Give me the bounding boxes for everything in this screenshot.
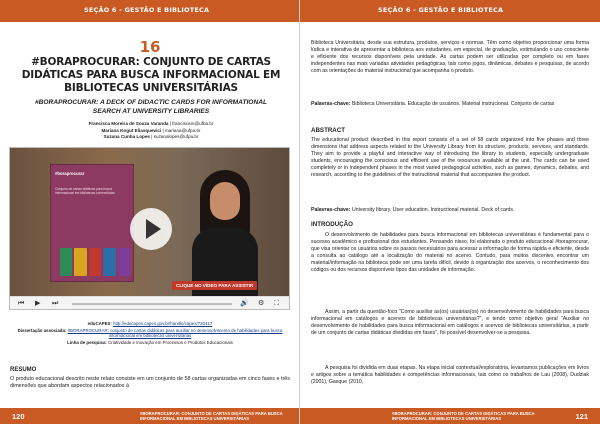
article-title-english: #BORAPROCURAR: A DECK OF DIDACTIC CARDS FOR INFORMATIONAL SEARCH AT UNIVERSITY LIBRARIES bbox=[35, 99, 267, 115]
article-title: #BORAPROCURAR: CONJUNTO DE CARTAS DIDÁTICAS PARA BUSCA INFORMACIONAL EM BIBLIOTECAS UNIVERSITÁRIAS bbox=[21, 56, 281, 94]
footer-band bbox=[0, 408, 300, 424]
intro-paragraph-3: A pesquisa foi dividida em duas etapas. Na etapa inicial contextual/exploratória, levantamos publicações em livros e artigos sobre a temática habilidades e competências informacionais, tais como os trabalhos de Lau (2008), Dudziak (2001), Gasque (2010, bbox=[311, 365, 589, 385]
page-number: 120 bbox=[12, 412, 25, 421]
research-line-text: Criatividade e Inovação em Processos e Produtos Educacionais bbox=[108, 339, 233, 345]
resumo-text: O produto educacional descrito neste relato consiste em um conjunto de 58 cartas organizadas em cinco fases e três dimensões que abordam aspectos relacionados à bbox=[10, 376, 290, 390]
header-band bbox=[0, 0, 300, 22]
dissertation-line bbox=[12, 328, 288, 339]
presenter-image bbox=[190, 170, 260, 296]
fullscreen-icon[interactable]: ⛶ bbox=[274, 300, 279, 307]
introduction-heading: INTRODUÇÃO bbox=[311, 221, 353, 228]
dissertation-label: Dissertação associada: bbox=[17, 327, 67, 333]
educapes-line: eduCAPES: http://educapes.capes.gov.br/handle/capes/720417 bbox=[87, 321, 213, 326]
related-links bbox=[12, 321, 288, 346]
header-band bbox=[300, 0, 600, 22]
author-list bbox=[30, 121, 272, 141]
next-icon[interactable]: ⏭ bbox=[52, 300, 59, 307]
keywords-label: Palavras-chave: bbox=[311, 207, 351, 213]
keywords-text: University library. User education. Instructional material. Deck of cards. bbox=[351, 207, 515, 213]
resumo-heading: RESUMO bbox=[10, 367, 37, 373]
play-small-icon[interactable]: ▶ bbox=[35, 300, 41, 307]
video-controls bbox=[10, 296, 290, 310]
card-title: #boraprocurar bbox=[55, 171, 85, 176]
author-email: | franciscam@ufba.br bbox=[169, 121, 214, 126]
author-line bbox=[30, 134, 272, 141]
author-name: Francisca Moreira de Souza Varanda bbox=[88, 121, 169, 126]
chapter-number: 16 bbox=[139, 38, 161, 56]
card-subtitle: Conjunto de cartas didáticas para busca informacional em bibliotecas universitárias bbox=[55, 187, 115, 195]
author-email: | mariana@ufpa.br bbox=[162, 127, 201, 133]
abstract-text: The educational product described in this report consists of a set of 58 cards organized into five phases and three dimensions that address aspects related to the University Library from its structure, products, services, and standards. They aim to provide a playful and interactive way of introducing the library to students, especially undergraduate students, encouraging the conscious and efficient use of the resources available at the unit. The cards can be used completely or in independent phases in the most varied pedagogical activities, such as games, dynamics, debates, and research, according to the guidelines of the instructional material that accompanies the product. bbox=[311, 137, 589, 178]
volume-icon[interactable]: 🔊 bbox=[240, 300, 249, 307]
right-page bbox=[300, 0, 600, 424]
keywords-text: Biblioteca Universitária. Educação de usuários. Material instrucional. Conjunto de cartas bbox=[351, 101, 555, 107]
research-line-label: Linha de pesquisa: bbox=[67, 339, 107, 345]
play-icon[interactable] bbox=[130, 208, 172, 250]
author-line bbox=[30, 121, 272, 128]
page-number: 121 bbox=[575, 412, 588, 421]
card-deck-image bbox=[60, 248, 130, 278]
resumo-continued: Biblioteca Universitária, desde sua estrutura, produtos, serviços e normas. Têm como objetivo proporcionar uma forma lúdica e interativa de apresentar a biblioteca aos estudantes, em especial, de graduação, estimulando o uso consciente e eficiente dos recursos disponíveis pela unidade. As cartas podem ser utilizadas por completo ou em fases independentes nas mais variadas atividades pedagógicas, tais como jogos, dinâmicas, debates e pesquisas, de acordo com as orientações do material instrucional que acompanha o produto. bbox=[311, 40, 589, 74]
educapes-link[interactable]: http://educapes.capes.gov.br/handle/capes/720417 bbox=[113, 321, 213, 326]
footer-band bbox=[300, 408, 600, 424]
dissertation-link[interactable]: #BORAPROCURAR: conjunto de cartas didáticas para auxiliar no desenvolvimento de habilidades para busca informacional em bibliotecas universitárias bbox=[67, 327, 283, 339]
footer-title: #BORAPROCURAR: CONJUNTO DE CARTAS DIDÁTICAS PARA BUSCA INFORMACIONAL EM BIBLIOTECAS UNIVERSITÁRIAS bbox=[140, 411, 283, 421]
keywords-pt bbox=[311, 101, 589, 108]
previous-icon[interactable]: ⏮ bbox=[18, 300, 25, 307]
author-name: Mariana Kogut Eliasquevici bbox=[101, 127, 162, 133]
educapes-label: eduCAPES bbox=[87, 321, 111, 326]
abstract-heading: ABSTRACT bbox=[311, 127, 346, 134]
intro-paragraph-1: O desenvolvimento de habilidades para busca informacional em bibliotecas universitárias é fundamental para o sucesso acadêmico e profissional dos estudantes. Pensando nisso, foi elaborado o produto educacional #boraprocurar, que visa orientar os usuários sobre os passos necessários para acessar a informação de forma rápida e eficiente, desde a consulta ao catálogo até a localização do material no acervo. Contudo, para muitos discentes encontrar um material/informação na biblioteca pode ser uma tarefa difícil, devido à organização dos acervos, o reconhecimento dos códigos ou dos recursos disponíveis tipos das unidades de informação. bbox=[311, 232, 589, 273]
footer-title: #BORAPROCURAR: CONJUNTO DE CARTAS DIDÁTICAS PARA BUSCA INFORMACIONAL EM BIBLIOTECAS UNIVERSITÁRIAS bbox=[392, 411, 535, 421]
settings-icon[interactable]: ⚙ bbox=[258, 300, 265, 307]
keywords-en bbox=[311, 207, 589, 214]
video-progress-bar[interactable] bbox=[72, 303, 232, 305]
section-label: SEÇÃO 6 - GESTÃO E BIBLIOTECA bbox=[378, 6, 504, 14]
section-label: SEÇÃO 6 - GESTÃO E BIBLIOTECA bbox=[84, 6, 210, 14]
author-email: | suzanalopes@ufpa.br bbox=[151, 134, 199, 140]
author-line bbox=[30, 128, 272, 135]
watch-video-button[interactable]: CLIQUE NO VÍDEO PARA ASSISTIR bbox=[172, 281, 257, 290]
keywords-label: Palavras-chave: bbox=[311, 101, 351, 107]
video-player[interactable] bbox=[9, 147, 290, 310]
author-name: Suzana Cunha Lopes bbox=[103, 134, 150, 140]
intro-paragraph-2: Assim, a partir da questão-foco "Como auxiliar as(os) usuárias(os) no desenvolvimento de habilidades para busca informacional em catálogos e acervos de bibliotecas universitárias?", e tendo como objetivo geral "Auxiliar no desenvolvimento de habilidades para busca informacional em catálogos e acervos de bibliotecas universitárias, a partir de um conjunto de cartas didáticas divididas em fases", foi possível desenvolver-se a pesquisa. bbox=[311, 309, 589, 336]
research-line bbox=[12, 340, 288, 346]
